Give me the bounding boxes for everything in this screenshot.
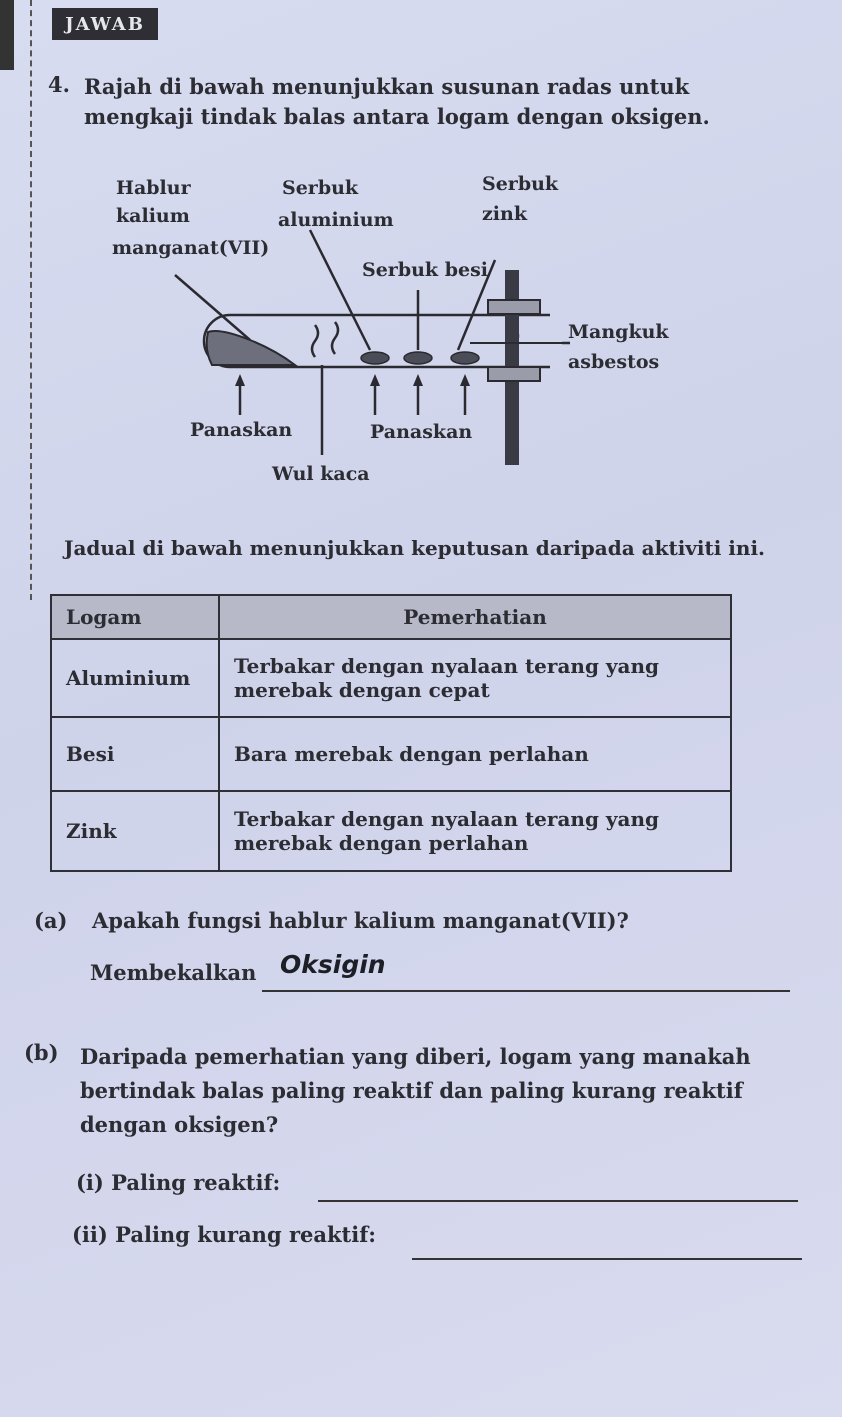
jawab-tag: JAWAB	[52, 8, 158, 40]
question-number: 4.	[48, 72, 70, 97]
kmno4-label-2: kalium	[116, 205, 190, 227]
header-logam: Logam	[51, 595, 219, 639]
apparatus-diagram	[100, 160, 700, 500]
wool-label: Wul kaca	[272, 463, 370, 485]
metal-cell: Zink	[51, 791, 219, 871]
metal-cell: Besi	[51, 717, 219, 791]
part-a-answer-line[interactable]	[262, 990, 790, 992]
zink-label-2: zink	[482, 203, 527, 225]
cut-line	[30, 0, 32, 600]
kmno4-crystals	[207, 331, 295, 365]
dish-label-1: Mangkuk	[568, 321, 669, 343]
zink-label-1: Serbuk	[482, 173, 559, 195]
aluminium-label-2: aluminium	[278, 209, 394, 231]
table-row	[51, 639, 731, 717]
binding-strip	[0, 0, 14, 70]
observation-table	[50, 594, 732, 872]
table-intro: Jadual di bawah menunjukkan keputusan daripada aktiviti ini.	[64, 536, 766, 560]
part-a-label: (a)	[34, 908, 68, 933]
besi-label: Serbuk besi	[362, 259, 488, 281]
heat-label-2: Panaskan	[370, 421, 473, 443]
question-text: Rajah di bawah menunjukkan susunan radas untuk mengkaji tindak balas antara logam dengan oksigen.	[84, 74, 710, 129]
part-a-prefix: Membekalkan	[90, 960, 257, 985]
part-b-i-label: (i) Paling reaktif:	[76, 1170, 281, 1195]
observation-cell: Bara merebak dengan perlahan	[219, 717, 731, 791]
part-b-i-answer-line[interactable]	[318, 1200, 798, 1202]
part-b-question: Daripada pemerhatian yang diberi, logam yang manakah bertindak balas paling reaktif dan paling kurang reaktif dengan oksigen?	[80, 1044, 751, 1137]
kmno4-label-1: Hablur	[116, 177, 191, 199]
table-row	[51, 717, 731, 791]
part-b-ii-answer-line[interactable]	[412, 1258, 802, 1260]
part-a-question: Apakah fungsi hablur kalium manganat(VII)?	[92, 908, 629, 933]
header-pemerhatian: Pemerhatian	[219, 595, 731, 639]
metal-cell: Aluminium	[51, 639, 219, 717]
observation-cell: Terbakar dengan nyalaan terang yang merebak dengan perlahan	[219, 791, 731, 871]
kmno4-label-3: manganat(VII)	[112, 237, 270, 259]
part-b-ii-label: (ii) Paling kurang reaktif:	[72, 1222, 376, 1247]
observation-cell: Terbakar dengan nyalaan terang yang merebak dengan cepat	[219, 639, 731, 717]
table-header-row	[51, 595, 731, 639]
aluminium-label-1: Serbuk	[282, 177, 359, 199]
part-b-label: (b)	[24, 1040, 59, 1065]
dish-label-2: asbestos	[568, 351, 660, 373]
table-row	[51, 791, 731, 871]
part-a-handwritten-answer: Oksigin	[280, 950, 386, 979]
heat-label-1: Panaskan	[190, 419, 293, 441]
